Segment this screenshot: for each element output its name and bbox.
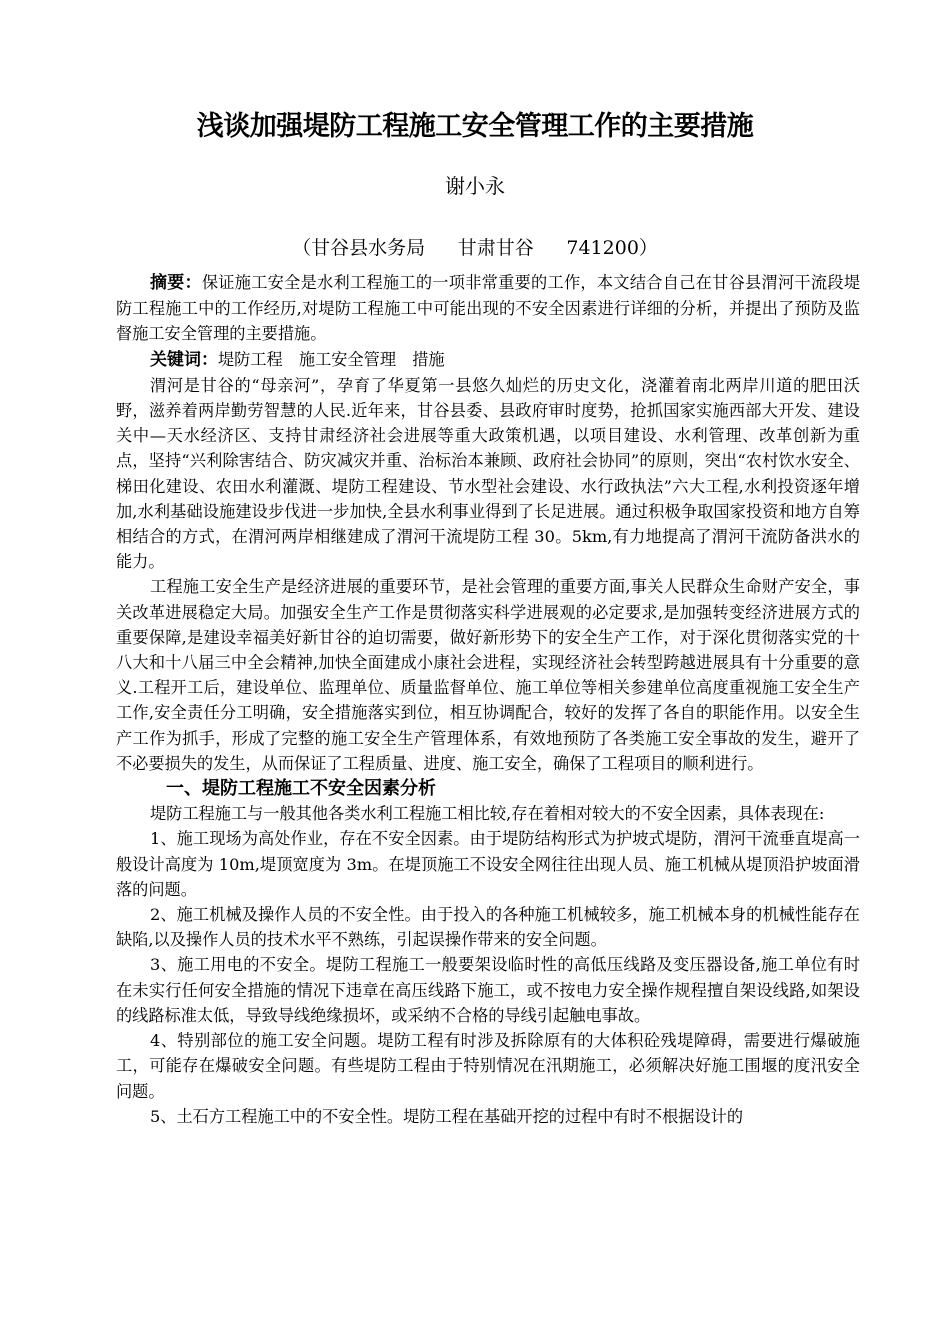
body-paragraph: 工程施工安全生产是经济进展的重要环节，是社会管理的重要方面,事关人民群众生命财产安全，事关改革进展稳定大局。加强安全生产工作是贯彻落实科学进展观的必定要求,是加强转变经济进展方式的重要保障,是建设幸福美好新甘谷的迫切需要，做好新形势下的安全生产工作，对于深化贯彻落实党的十八大和十八届三中全会精神,加快全面建成小康社会进程，实现经济社会转型跨越进展具有十分重要的意义.工程开工后，建设单位、监理单位、质量监督单位、施工单位等相关参建单位高度重视施工安全生产工作,安全责任分工明确，安全措施落实到位，相互协调配合，较好的发挥了各自的职能作用。以安全生产工作为抓手，形成了完整的施工安全生产管理体系，有效地预防了各类施工安全事故的发生，避开了不必要损失的发生，从而保证了工程质量、进度、施工安全，确保了工程项目的顺利进行。 [116,577,860,773]
keywords [116,347,860,373]
list-item: 5、土石方工程施工中的不安全性。堤防工程在基础开挖的过程中有时不根据设计的 [150,1106,744,1126]
abstract-text: 保证施工安全是水利工程施工的一项非常重要的工作，本文结合自己在甘谷县渭河干流段堤防工程施工中的工作经历,对堤防工程施工中可能出现的不安全因素进行详细的分析，并提出了预防及监督施工安全管理的主要措施。 [116,273,861,344]
section-intro: 堤防工程施工与一般其他各类水利工程施工相比较,存在着相对较大的不安全因素，具体表现在: [150,804,825,824]
abstract-label: 摘要： [150,273,202,293]
list-item: 3、施工用电的不安全。堤防工程施工一般要架设临时性的高低压线路及变压器设备,施工单位有时在未实行任何安全措施的情况下违章在高压线路下施工，或不按电力安全操作规程擅自架设线路,如架设的线路标准太低，导致导线绝缘损坏，或采纳不合格的导线引起触电事故。 [116,955,860,1025]
list-item: 2、施工机械及操作人员的不安全性。由于投入的各种施工机械较多，施工机械本身的机械性能存在缺陷,以及操作人员的技术水平不熟练，引起误操作带来的安全问题。 [116,905,860,950]
abstract [116,270,860,347]
list-item: 4、特别部位的施工安全问题。堤防工程有时涉及拆除原有的大体积砼残堤障碍，需要进行爆破施工，可能存在爆破安全问题。有些堤防工程由于特别情况在汛期施工，必须解决好施工围堰的度汛安全问题。 [116,1031,860,1101]
author-affiliation: （甘谷县水务局 甘肃甘谷 741200） [292,237,658,259]
section-heading: 一、堤防工程施工不安全因素分析 [166,778,436,800]
keywords-text: 堤防工程 施工安全管理 措施 [218,349,445,369]
article-title: 浅谈加强堤防工程施工安全管理工作的主要措施 [196,111,754,142]
article-body [116,270,860,1129]
body-paragraph: 渭河是甘谷的“母亲河”，孕育了华夏第一县悠久灿烂的历史文化，浇灌着南北两岸川道的肥田沃野，滋养着两岸勤劳智慧的人民.近年来，甘谷县委、县政府审时度势，抢抓国家实施西部大开发、建设关中—天水经济区、支持甘肃经济社会进展等重大政策机遇，以项目建设、水利管理、改革创新为重点，坚持“兴利除害结合、防灾减灾并重、治标治本兼顾、政府社会协同”的原则，突出“农村饮水安全、梯田化建设、农田水利灌溉、堤防工程建设、节水型社会建设、水行政执法”六大工程,水利投资逐年增加,水利基础设施建设步伐进一步加快,全县水利事业得到了长足进展。通过积极争取国家投资和地方自筹相结合的方式，在渭河两岸相继建成了渭河干流堤防工程 30。5km,有力地提高了渭河干流防备洪水的能力。 [116,375,860,572]
author-name: 谢小永 [445,174,505,198]
keywords-label: 关键词： [150,349,218,370]
list-item: 1、施工现场为高处作业，存在不安全因素。由于堤防结构形式为护坡式堤防，渭河干流垂直堤高一般设计高度为 10m,堤顶宽度为 3m。在堤顶施工不设安全网往往出现人员、施工机械从堤顶沿护坡面滑落的问题。 [116,829,860,899]
